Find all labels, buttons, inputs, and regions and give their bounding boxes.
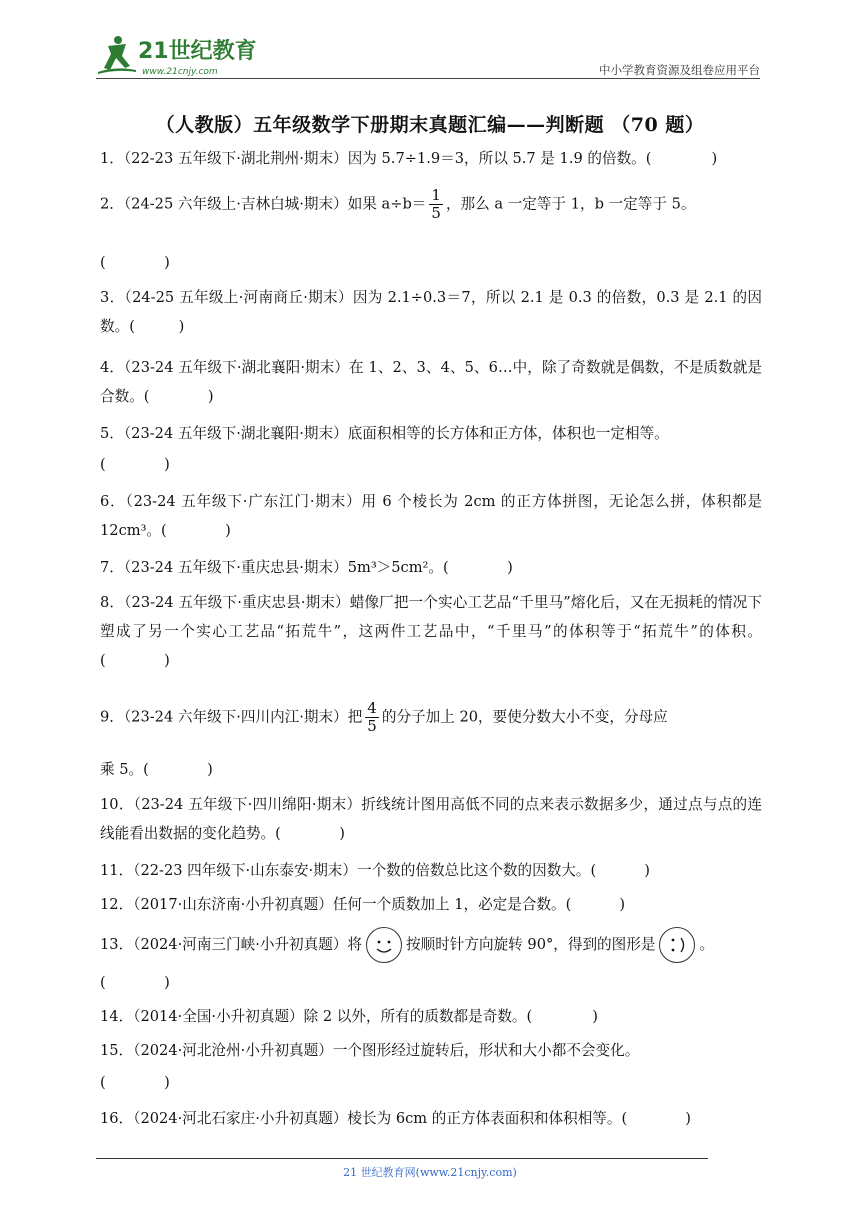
question-15: 15．（2024·河北沧州·小升初真题）一个图形经过旋转后，形状和大小都不会变化。: [100, 1042, 640, 1059]
svg-text:www.21cnjy.com: www.21cnjy.com: [142, 67, 218, 77]
question-7: 7．（23-24 五年级下·重庆忠县·期末）5m³＞5cm²。( ): [100, 559, 513, 576]
question-13: 13．（2024·河南三门峡·小升初真题）将 按顺时针方向旋转 90°，得到的图形是 。: [100, 927, 762, 963]
question-9: 9．（23-24 六年级下·四川内江·期末）把 $\frac{4}{5}$ 的分子加上 20，要使分数大小不变，分母应: [100, 699, 668, 735]
question-9-line2: 乘 5。( ): [100, 761, 213, 778]
svg-text:21世纪教育: 21世纪教育: [138, 39, 257, 64]
question-1: 1．（22-23 五年级下·湖北荆州·期末）因为 5.7÷1.9＝3，所以 5.7 是 1.9 的倍数。( ): [100, 150, 718, 167]
question-8: 8．（23-24 五年级下·重庆忠县·期末）蜡像厂把一个实心工艺品“千里马”熔化后，又在无损耗的情况下塑成了另一个实心工艺品“拓荒牛”，这两件工艺品中，“千里马”的体积等于“拓荒牛”的体积。( ): [100, 594, 762, 669]
question-5-blank: ( ): [100, 456, 170, 473]
page-title: （人教版）五年级数学下册期末真题汇编——判断题 （70 题）: [155, 114, 705, 136]
question-2: 2．（24-25 六年级上·吉林白城·期末）如果 a÷b＝ $\frac{1}{5}$ ，那么 a 一定等于 1，b 一定等于 5。: [100, 186, 696, 222]
page-header: [96, 28, 760, 80]
question-10: 10．（23-24 五年级下·四川绵阳·期末）折线统计图用高低不同的点来表示数据多少，通过点与点的连线能看出数据的变化趋势。( ): [100, 796, 762, 842]
site-logo: [96, 32, 261, 78]
question-4: 4．（23-24 五年级下·湖北襄阳·期末）在 1、2、3、4、5、6…中，除了奇数就是偶数，不是质数就是合数。( ): [100, 359, 762, 405]
rotated-face-icon: [659, 927, 695, 963]
fraction-1-5: $\frac{1}{5}$: [431, 186, 441, 222]
footer-divider: [96, 1158, 708, 1159]
question-11: 11．（22-23 四年级下·山东泰安·期末）一个数的倍数总比这个数的因数大。( ): [100, 862, 650, 879]
header-platform-text: 中小学教育资源及组卷应用平台: [599, 63, 760, 77]
question-13-blank: ( ): [100, 974, 170, 991]
question-5: 5．（23-24 五年级下·湖北襄阳·期末）底面积相等的长方体和正方体，体积也一定相等。: [100, 425, 669, 442]
smiley-face-icon: [366, 927, 402, 963]
fraction-4-5: $\frac{4}{5}$: [367, 699, 377, 735]
question-6: 6．（23-24 五年级下·广东江门·期末）用 6 个棱长为 2cm 的正方体拼图，无论怎么拼，体积都是 12cm³。( ): [100, 493, 762, 539]
question-14: 14．（2014·全国·小升初真题）除 2 以外，所有的质数都是奇数。( ): [100, 1008, 598, 1025]
footer-text: 21 世纪教育网(www.21cnjy.com): [343, 1166, 517, 1179]
question-15-blank: ( ): [100, 1074, 170, 1091]
question-16: 16．（2024·河北石家庄·小升初真题）棱长为 6cm 的正方体表面积和体积相等。( ): [100, 1110, 691, 1127]
question-3: 3．（24-25 五年级上·河南商丘·期末）因为 2.1÷0.3＝7，所以 2.1 是 0.3 的倍数，0.3 是 2.1 的因数。( ): [100, 289, 762, 335]
question-2-blank: ( ): [100, 254, 170, 271]
header-divider: [96, 78, 760, 79]
question-12: 12．（2017·山东济南·小升初真题）任何一个质数加上 1，必定是合数。( ): [100, 896, 626, 913]
